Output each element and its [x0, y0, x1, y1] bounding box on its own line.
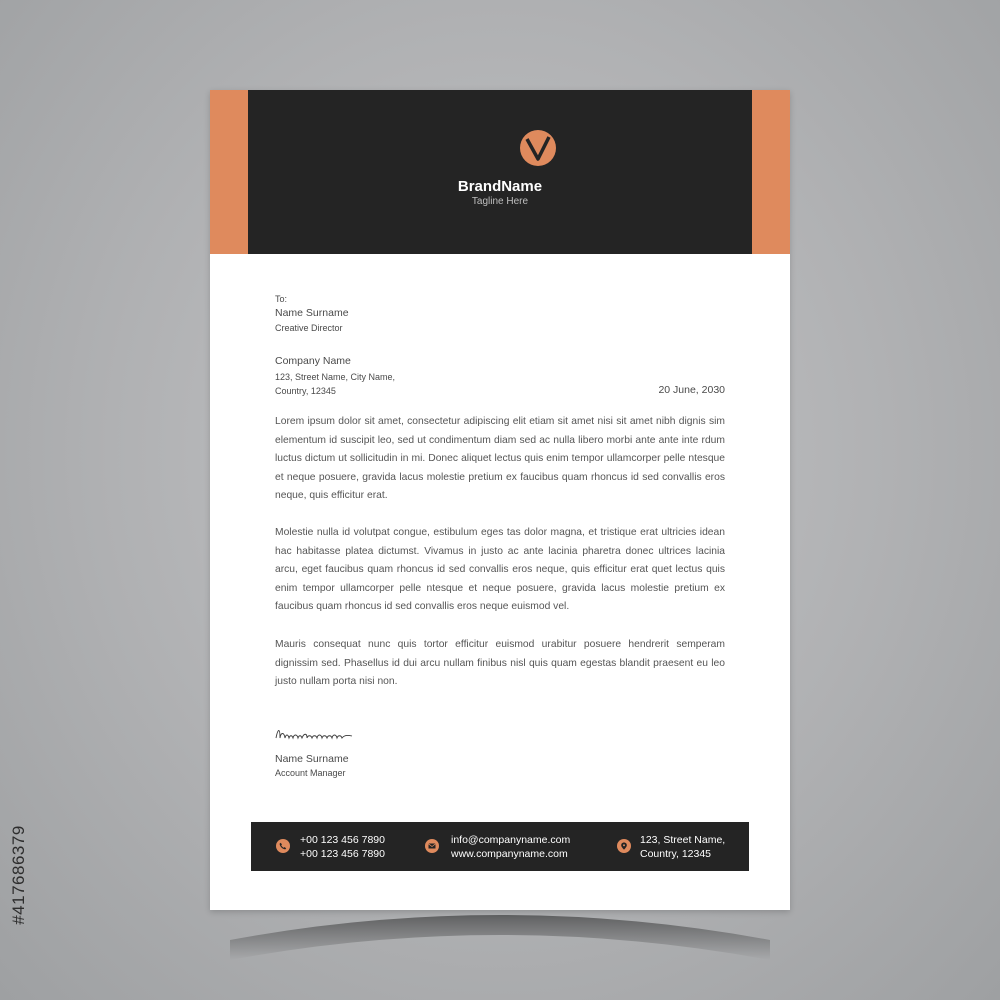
accent-band-right — [752, 90, 790, 254]
brand-name: BrandName — [457, 178, 543, 195]
letterhead-page — [210, 90, 790, 910]
recipient-name: Name Surname — [275, 307, 349, 319]
recipient-company: Company Name — [275, 355, 351, 367]
accent-band-left — [210, 90, 248, 254]
sender-title: Account Manager — [275, 768, 346, 778]
map-pin-icon — [617, 839, 631, 853]
header-block — [248, 90, 752, 254]
envelope-icon — [425, 839, 439, 853]
footer-address-line1: 123, Street Name, — [640, 834, 726, 846]
page-shadow-curve — [230, 900, 770, 970]
handwritten-signature — [274, 724, 354, 746]
letter-date: 20 June, 2030 — [658, 384, 725, 396]
phone-icon — [276, 839, 290, 853]
tagline: Tagline Here — [471, 196, 529, 207]
footer-address-line2: Country, 12345 — [640, 848, 712, 860]
phone-number: +00 123 456 7890 — [300, 848, 385, 860]
website-link[interactable]: www.companyname.com — [451, 848, 568, 860]
stock-id-label — [2, 765, 36, 985]
v-letter-circle-icon — [520, 130, 556, 166]
sender-name: Name Surname — [275, 753, 349, 765]
recipient-address-line2: Country, 12345 — [275, 386, 336, 396]
recipient-title: Creative Director — [275, 323, 343, 333]
phone-number: +00 123 456 7890 — [300, 834, 385, 846]
body-paragraph: Lorem ipsum dolor sit amet, consectetur adipiscing elit etiam sit amet nisi sit amet nibh dignis sim elementum id suscipit leo, sed ut condimentum diam sed ac nulla libero morbi ante ante inte rdum luctus dictum ut sollicitudin in mi. Donec aliquet lectus quis enim tempor ullamcorper pelle ntesque et neque posuere, gravida lacus molestie pretium ex faucibus quam rhoncus id sed convallis eros neque, quis efficitur erat. — [275, 416, 725, 502]
body-paragraph: Mauris consequat nunc quis tortor efficitur euismod urabitur posuere hendrerit semperam dignissim sed. Phasellus id dui arcu nullam finibus nisl quis quam egestas blandit praesent eu leo justo nullam porta nisi non. — [275, 639, 725, 688]
contact-footer — [251, 822, 749, 871]
body-paragraph: Molestie nulla id volutpat congue, estibulum eges tas dolor magna, et tristique erat ultricies idean hac habitasse platea dictumst. Vivamus in justo ac ante lacinia pharetra donec ultrices lacinia arcu, eget faucibus quam rhoncus id sed convallis eros neque, quis efficitur erat quet lectus quis enim tempor ullamcorper pelle ntesque et neque posuere, gravida lacus molestie pretium ex faucibus quam rhoncus id sed convallis eros neque euismod vel. — [275, 527, 725, 613]
email-link[interactable]: info@companyname.com — [451, 834, 571, 846]
stock-id-text: #417686379 — [9, 825, 29, 925]
to-label: To: — [275, 294, 288, 304]
recipient-address-line1: 123, Street Name, City Name, — [275, 372, 396, 382]
